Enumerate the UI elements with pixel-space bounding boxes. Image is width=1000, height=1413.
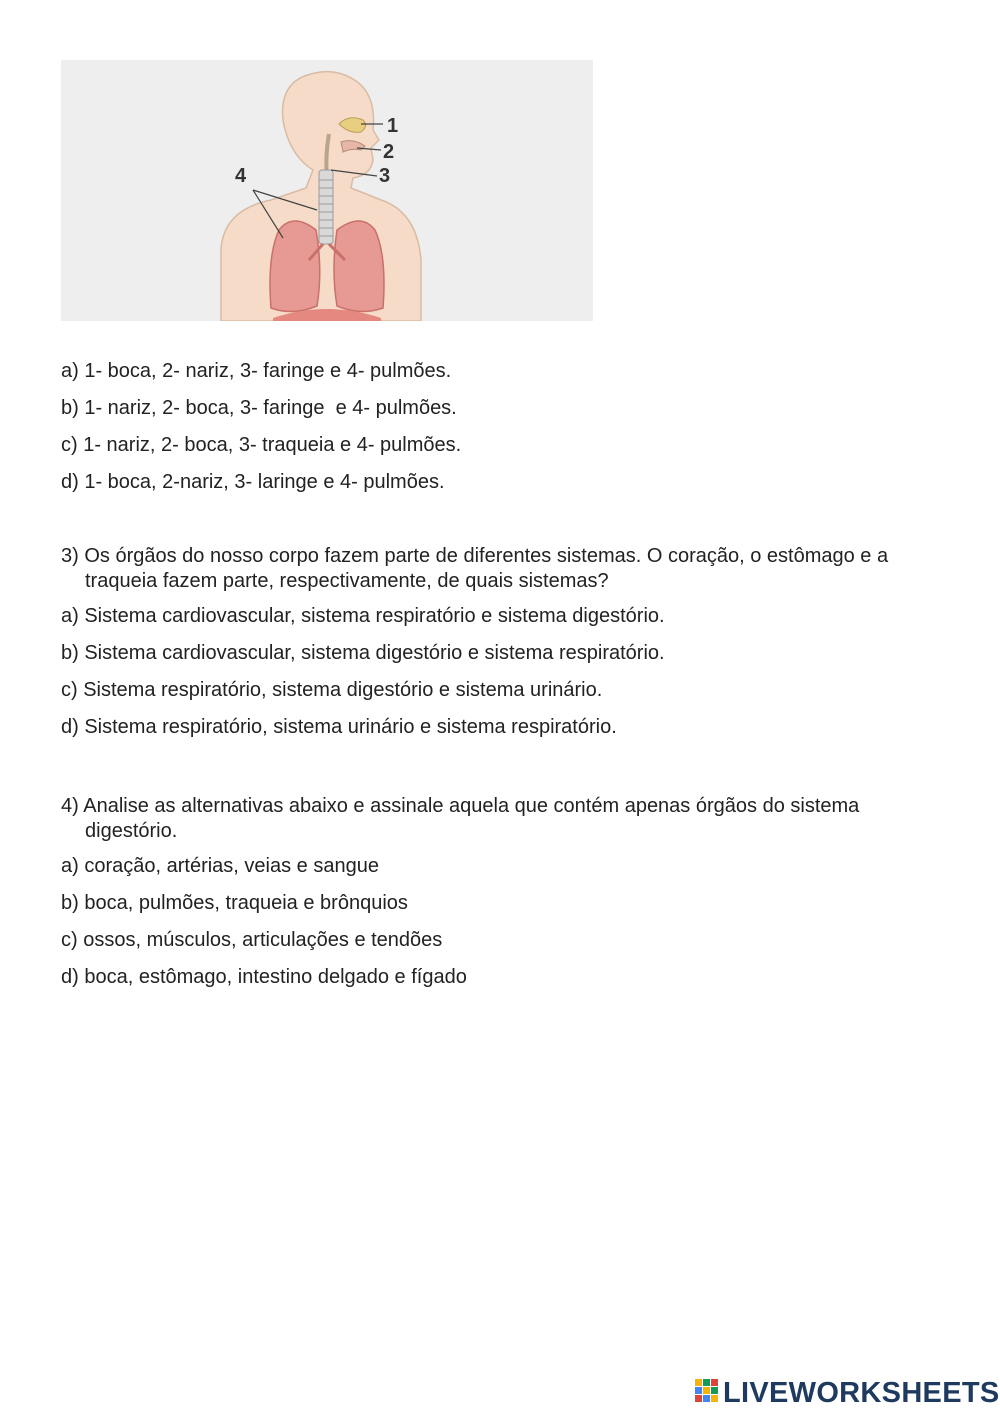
q2-option-a[interactable]: a) 1- boca, 2- nariz, 3- faringe e 4- pulmões. [61,360,452,382]
left-lung [270,221,320,312]
q3-option-c[interactable]: c) Sistema respiratório, sistema digestório e sistema urinário. [61,679,603,701]
question2-options [61,359,461,507]
figure-label-1: 1 [387,115,399,137]
q4-option-d[interactable]: d) boca, estômago, intestino delgado e fígado [61,966,467,988]
q3-option-d[interactable]: d) Sistema respiratório, sistema urinário e sistema respiratório. [61,716,617,738]
right-lung [334,221,384,312]
respiratory-system-figure [61,60,593,321]
figure-label-4: 4 [235,165,247,187]
q2-option-b[interactable]: b) 1- nariz, 2- boca, 3- faringe e 4- pulmões. [61,397,457,419]
trachea [319,170,333,244]
figure-label-2: 2 [383,141,395,163]
respiratory-diagram [61,60,593,321]
liveworksheets-brand[interactable] [695,1376,1000,1410]
figure-label-3: 3 [379,165,391,187]
q4-text: 4) Analise as alternativas abaixo e assinale aquela que contém apenas órgãos do sistema digestório. [61,795,860,842]
q4-option-a[interactable]: a) coração, artérias, veias e sangue [61,855,379,877]
q4-option-b[interactable]: b) boca, pulmões, traqueia e brônquios [61,892,408,914]
question3 [61,544,921,752]
q2-option-c[interactable]: c) 1- nariz, 2- boca, 3- traqueia e 4- pulmões. [61,434,462,456]
liveworksheets-logo-icon [695,1379,719,1407]
brand-name: LIVEWORKSHEETS [723,1376,1000,1409]
q3-text: 3) Os órgãos do nosso corpo fazem parte de diferentes sistemas. O coração, o estômago e a traqueia fazem parte, respectivamente, de quais sistemas? [61,545,889,592]
q3-option-a[interactable]: a) Sistema cardiovascular, sistema respiratório e sistema digestório. [61,605,665,627]
q3-option-b[interactable]: b) Sistema cardiovascular, sistema digestório e sistema respiratório. [61,642,665,664]
q2-option-d[interactable]: d) 1- boca, 2-nariz, 3- laringe e 4- pulmões. [61,471,445,493]
question4 [61,794,931,1002]
q4-option-c[interactable]: c) ossos, músculos, articulações e tendões [61,929,443,951]
